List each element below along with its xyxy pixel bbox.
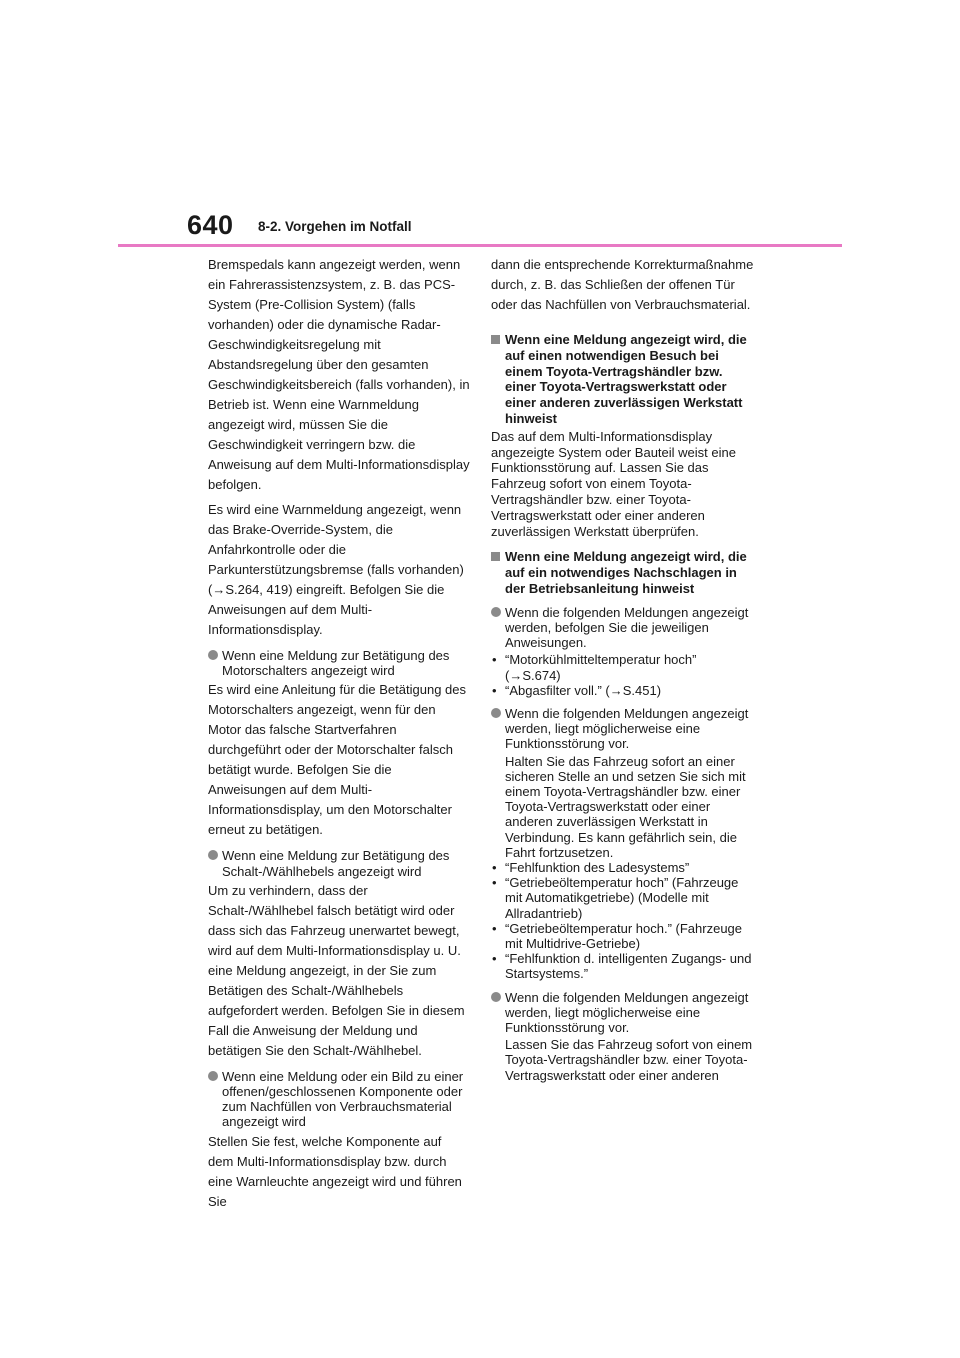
bullet-circle-icon bbox=[491, 708, 501, 718]
section-heading bbox=[491, 549, 755, 596]
paragraph: Stellen Sie fest, welche Komponente auf dem Multi-Informationsdisplay bzw. durch eine Warnleuchte angezeigt wird und führen Sie bbox=[208, 1133, 462, 1209]
list-item: • “Getriebeöltemperatur hoch.” (Fahrzeuge mit Multidrive-Getriebe) bbox=[491, 921, 755, 951]
paragraph: Es wird eine Warnmeldung angezeigt, wenn das Brake-Override-System, die Anfahrkontrolle oder die Parkunterstützungsbremse (falls vorhanden) (→S.264, 419) eingreift. Befolgen Sie die Anweisungen auf dem Multi-Informationsdisplay. bbox=[208, 502, 464, 637]
paragraph: Es wird eine Anleitung für die Betätigung des Motorschalters angezeigt, wenn für den Motor das falsche Startverfahren durchgeführt oder der Motorschalter falsch betätigt wurde. Befolgen Sie die Anweisungen auf dem Multi-Informationsdisplay, um den Motorschalter erneut zu betätigen. bbox=[208, 682, 467, 838]
indented-paragraph: Lassen Sie das Fahrzeug sofort von einem Toyota-Vertragshändler bzw. einer Toyota-Vertragswerkstatt oder einer anderen bbox=[505, 1037, 753, 1083]
bullet-heading-text: Wenn die folgenden Meldungen angezeigt werden, liegt möglicherweise eine Funktionsstörung vor. bbox=[505, 989, 749, 1036]
bullet-heading-text: Wenn die folgenden Meldungen angezeigt werden, liegt möglicherweise eine Funktionsstörung vor. bbox=[505, 705, 749, 752]
bullet-heading bbox=[208, 648, 470, 678]
section-title: 8-2. Vorgehen im Notfall bbox=[258, 219, 412, 234]
bullet-heading bbox=[208, 848, 470, 878]
bullet-heading bbox=[208, 1069, 470, 1130]
bullet-circle-icon bbox=[208, 850, 218, 860]
message-list bbox=[491, 652, 755, 698]
right-column bbox=[491, 255, 755, 1083]
bullet-heading-text: Wenn eine Meldung zur Betätigung des Motorschalters angezeigt wird bbox=[222, 648, 450, 679]
paragraph: dann die entsprechende Korrekturmaßnahme durch, z. B. das Schließen der offenen Tür oder das Nachfüllen von Verbrauchsmaterial. bbox=[491, 257, 754, 312]
list-item: • “Motorkühlmitteltemperatur hoch” (→S.674) bbox=[491, 652, 755, 682]
bullet-circle-icon bbox=[208, 1071, 218, 1081]
list-item: • “Getriebeöltemperatur hoch” (Fahrzeuge mit Automatikgetriebe) (Modelle mit Allradantrieb) bbox=[491, 875, 755, 921]
bullet-heading bbox=[491, 706, 755, 752]
indented-paragraph: Halten Sie das Fahrzeug sofort an einer sicheren Stelle an und setzen Sie sich mit einem Toyota-Vertragshändler bzw. einer Toyota-Vertragswerkstatt oder einer anderen zuverlässigen Werkstatt in Verbindung. Es kann gefährlich sein, die Fahrt fortzusetzen. bbox=[505, 753, 746, 860]
paragraph: Das auf dem Multi-Informationsdisplay angezeigte System oder Bauteil weist eine Funktionsstörung auf. Lassen Sie das Fahrzeug sofort von einem Toyota-Vertragshändler bzw. einer Toyota-Vertragswerkstatt oder einer anderen zuverlässigen Werkstatt überprüfen. bbox=[491, 428, 736, 539]
section-heading bbox=[491, 332, 755, 427]
square-bullet-icon bbox=[491, 552, 500, 561]
bullet-heading-text: Wenn eine Meldung zur Betätigung des Schalt-/Wählhebels angezeigt wird bbox=[222, 848, 450, 879]
bullet-circle-icon bbox=[208, 650, 218, 660]
list-item: • “Fehlfunktion des Ladesystems” bbox=[491, 860, 755, 875]
list-item: • “Fehlfunktion d. intelligenten Zugangs- und Startsystems.” bbox=[491, 951, 755, 981]
list-item: • “Abgasfilter voll.” (→S.451) bbox=[491, 683, 755, 698]
section-heading-text: Wenn eine Meldung angezeigt wird, die auf ein notwendiges Nachschlagen in der Betriebsanleitung hinweist bbox=[505, 549, 747, 596]
bullet-heading bbox=[491, 990, 755, 1036]
paragraph: Um zu verhindern, dass der Schalt-/Wählhebel falsch betätigt wird oder dass sich das Fahrzeug unerwartet bewegt, wird auf dem Multi-Informationsdisplay u. U. eine Meldung angezeigt, in der Sie zum Betätigen des Schalt-/Wählhebels aufgefordert werden. Befolgen Sie in diesem Fall die Anweisung der Meldung und betätigen Sie den Schalt-/Wählhebel. bbox=[208, 882, 465, 1058]
bullet-circle-icon bbox=[491, 992, 501, 1002]
bullet-heading-text: Wenn die folgenden Meldungen angezeigt werden, befolgen Sie die jeweiligen Anweisungen. bbox=[505, 604, 749, 651]
bullet-circle-icon bbox=[491, 607, 501, 617]
bullet-heading-text: Wenn eine Meldung oder ein Bild zu einer offenen/geschlossenen Komponente oder zum Nachfüllen von Verbrauchsmaterial angezeigt wird bbox=[222, 1068, 464, 1130]
bullet-heading bbox=[491, 605, 755, 651]
paragraph: Bremspedals kann angezeigt werden, wenn ein Fahrerassistenzsystem, z. B. das PCS-System (Pre-Collision System) (falls vorhanden) oder die dynamische Radar-Geschwindigkeitsregelung mit Abstandsregelung über den gesamten Geschwindigkeitsbereich (falls vorhanden), in Betrieb ist. Wenn eine Warnmeldung angezeigt wird, müssen Sie die Geschwindigkeit verringern bzw. die Anweisung auf dem Multi-Informationsdisplay befolgen. bbox=[208, 257, 470, 492]
header-divider bbox=[118, 244, 842, 247]
section-heading-text: Wenn eine Meldung angezeigt wird, die auf einen notwendigen Besuch bei einem Toyota-Vertragshändler bzw. einer Toyota-Vertragswerkstatt oder einer anderen zuverlässigen Werkstatt hinweist bbox=[505, 332, 747, 426]
left-column bbox=[208, 255, 470, 1217]
square-bullet-icon bbox=[491, 335, 500, 344]
page-number: 640 bbox=[187, 210, 234, 240]
message-list bbox=[491, 860, 755, 982]
